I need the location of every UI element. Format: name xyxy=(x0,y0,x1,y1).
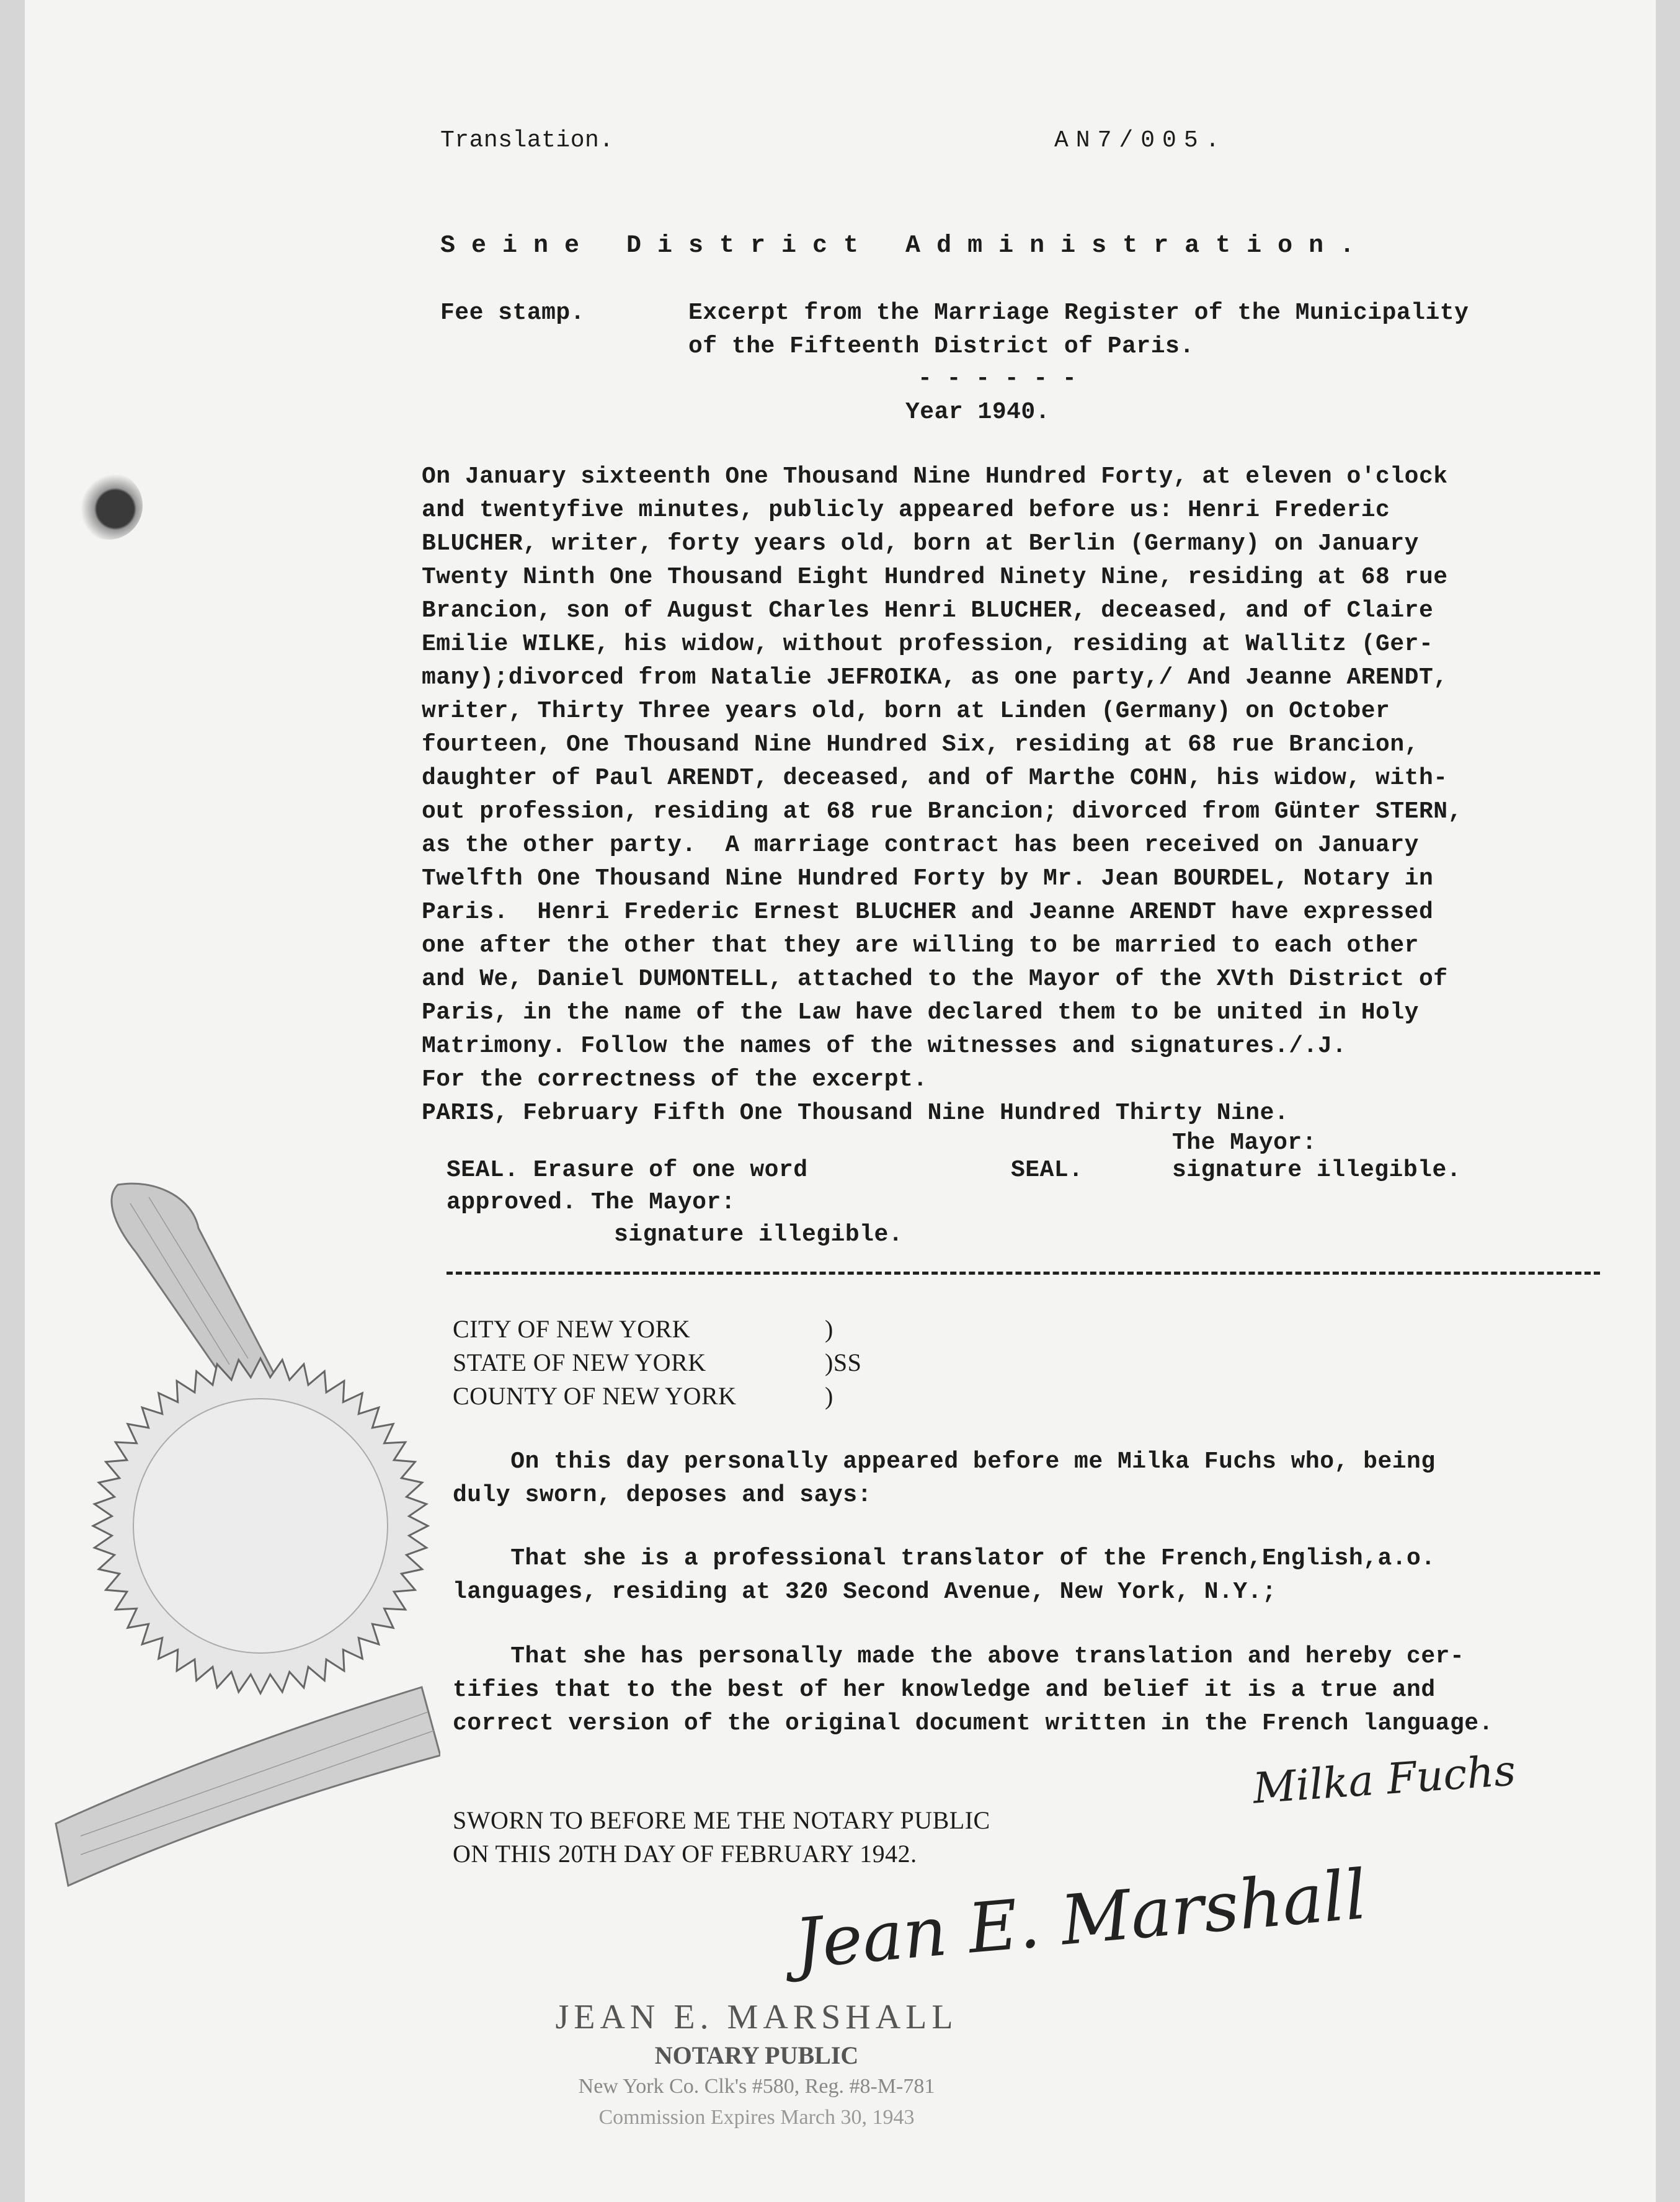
affidavit-line: languages, residing at 320 Second Avenue, New York, N.Y.; xyxy=(453,1579,1277,1605)
mayor-signature-right: signature illegible. xyxy=(1172,1157,1462,1183)
notary-stamp-name: JEAN E. MARSHALL xyxy=(555,1998,958,2036)
short-separator: - - - - - - xyxy=(918,365,1077,392)
jurisdiction-mark: ) xyxy=(825,1382,833,1410)
body-line: For the correctness of the excerpt. xyxy=(422,1066,928,1093)
translator-signature: Milka Fuchs xyxy=(1251,1746,1518,1814)
notary-stamp-title: NOTARY PUBLIC xyxy=(654,2041,859,2069)
affidavit-line: That she has personally made the above translation and hereby cer- xyxy=(453,1643,1465,1670)
section-divider xyxy=(447,1272,1600,1275)
mayor-title-right: The Mayor: xyxy=(1172,1130,1317,1156)
body-line: Paris, in the name of the Law have declared them to be united in Holy xyxy=(422,999,1419,1026)
document-title: Seine District Administration. xyxy=(440,232,1371,260)
translation-label: Translation. xyxy=(440,127,614,154)
jurisdiction-county: COUNTY OF NEW YORK xyxy=(453,1382,737,1410)
body-line: and twentyfive minutes, publicly appeared before us: Henri Frederic xyxy=(422,497,1390,524)
body-line: Twenty Ninth One Thousand Eight Hundred Ninety Nine, residing at 68 rue xyxy=(422,564,1448,591)
body-line: one after the other that they are willing to be married to each other xyxy=(422,932,1419,959)
body-line: out profession, residing at 68 rue Brancion; divorced from Günter STERN, xyxy=(422,798,1462,825)
excerpt-line-1: Excerpt from the Marriage Register of the Municipality xyxy=(688,300,1469,326)
sworn-line: ON THIS 20TH DAY OF FEBRUARY 1942. xyxy=(453,1840,917,1868)
mayor-approved-line: approved. The Mayor: xyxy=(447,1189,736,1216)
body-line: writer, Thirty Three years old, born at Linden (Germany) on October xyxy=(422,698,1390,724)
fee-stamp-label: Fee stamp. xyxy=(440,300,585,326)
body-line: many);divorced from Natalie JEFROIKA, as one party,/ And Jeanne ARENDT, xyxy=(422,664,1448,691)
notary-signature: Jean E. Marshall xyxy=(791,1854,1370,1984)
seal-erasure-line: SEAL. Erasure of one word xyxy=(447,1157,808,1183)
body-line: BLUCHER, writer, forty years old, born at Berlin (Germany) on January xyxy=(422,530,1419,557)
body-line: On January sixteenth One Thousand Nine Hundred Forty, at eleven o'clock xyxy=(422,463,1448,490)
jurisdiction-mark: ) xyxy=(825,1315,833,1343)
jurisdiction-city: CITY OF NEW YORK xyxy=(453,1315,691,1343)
embossed-seal xyxy=(87,1352,434,1700)
punch-hole xyxy=(74,471,143,540)
body-line: daughter of Paul ARENDT, deceased, and of Marthe COHN, his widow, with- xyxy=(422,765,1448,791)
sworn-line: SWORN TO BEFORE ME THE NOTARY PUBLIC xyxy=(453,1806,990,1834)
body-line: Brancion, son of August Charles Henri BLUCHER, deceased, and of Claire xyxy=(422,597,1434,624)
affidavit-line: duly sworn, deposes and says: xyxy=(453,1482,872,1509)
jurisdiction-state: STATE OF NEW YORK xyxy=(453,1348,706,1376)
affidavit-line: That she is a professional translator of the French,English,a.o. xyxy=(453,1545,1436,1572)
affidavit-line: correct version of the original document written in the French language. xyxy=(453,1710,1493,1737)
affidavit-line: On this day personally appeared before me Milka Fuchs who, being xyxy=(453,1448,1436,1475)
body-line: as the other party. A marriage contract has been received on January xyxy=(422,832,1419,858)
body-line: PARIS, February Fifth One Thousand Nine Hundred Thirty Nine. xyxy=(422,1100,1289,1126)
body-line: Twelfth One Thousand Nine Hundred Forty by Mr. Jean BOURDEL, Notary in xyxy=(422,865,1434,892)
body-line: Emilie WILKE, his widow, without profession, residing at Wallitz (Ger- xyxy=(422,631,1434,657)
body-line: Matrimony. Follow the names of the witnesses and signatures./.J. xyxy=(422,1033,1347,1059)
register-year: Year 1940. xyxy=(905,399,1051,426)
notary-stamp-expiry: Commission Expires March 30, 1943 xyxy=(598,2106,915,2129)
document-reference: AN7/005. xyxy=(1054,127,1227,154)
mayor-signature-left: signature illegible. xyxy=(614,1221,904,1248)
document-page xyxy=(25,0,1656,2202)
excerpt-line-2: of the Fifteenth District of Paris. xyxy=(688,333,1194,360)
jurisdiction-mark: )SS xyxy=(825,1348,862,1376)
body-line: and We, Daniel DUMONTELL, attached to the Mayor of the XVth District of xyxy=(422,966,1448,992)
body-line: fourteen, One Thousand Nine Hundred Six, residing at 68 rue Brancion, xyxy=(422,731,1419,758)
notary-stamp-registration: New York Co. Clk's #580, Reg. #8-M-781 xyxy=(578,2075,935,2098)
body-line: Paris. Henri Frederic Ernest BLUCHER and Jeanne ARENDT have expressed xyxy=(422,899,1434,925)
affidavit-line: tifies that to the best of her knowledge and belief it is a true and xyxy=(453,1677,1436,1703)
seal-label: SEAL. xyxy=(1011,1157,1083,1183)
